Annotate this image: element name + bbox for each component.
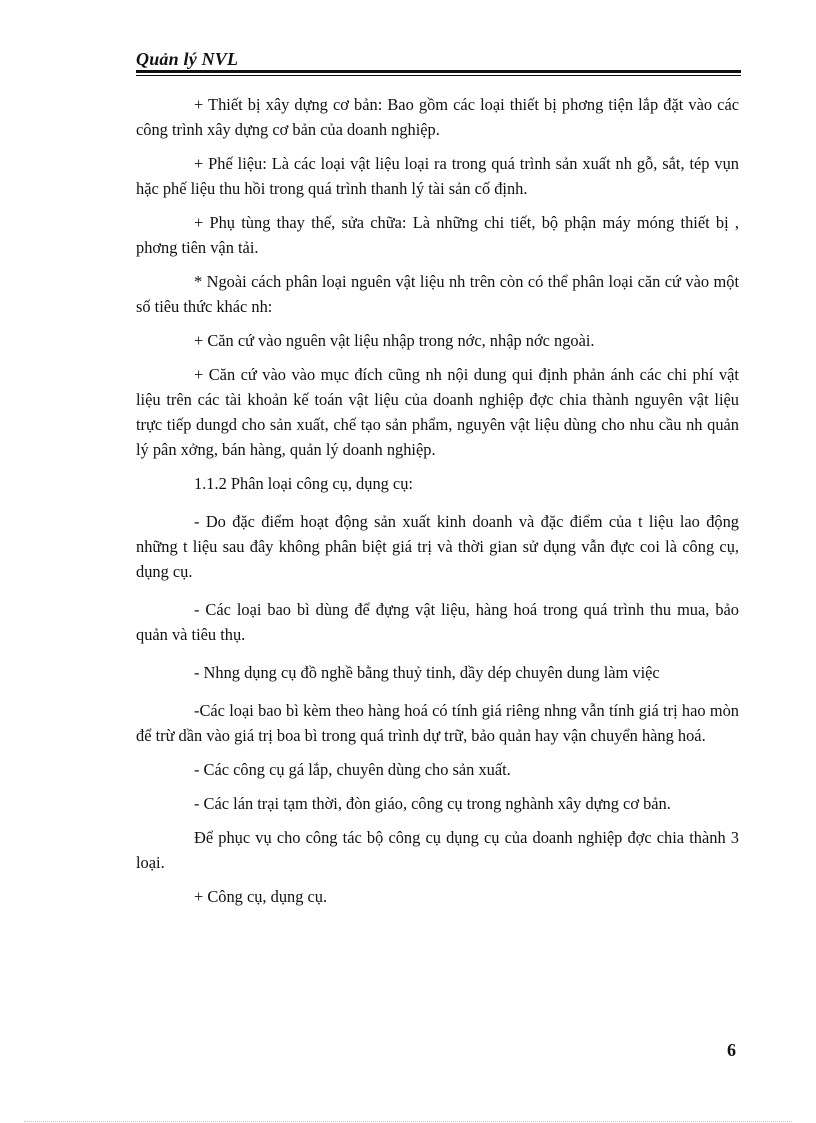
header-rule-thick <box>136 70 741 73</box>
paragraph-tools: + Công cụ, dụng cụ. <box>194 887 328 906</box>
paragraph-accompanying-packaging: -Các loại bao bì kèm theo hàng hoá có tính giá riêng nhng vẫn tính giá trị hao mòn để trừ dần vào giá trị boa bì trong quá trình dự trữ, bảo quản hay vận chuyển hàng hoá. <box>136 701 739 745</box>
paragraph-temporary-sheds: - Các lán trại tạm thời, đòn giáo, công cụ trong nghành xây dựng cơ bản. <box>194 794 671 813</box>
paragraph-packaging: - Các loại bao bì dùng để đựng vật liệu, hàng hoá trong quá trình thu mua, bảo quản và tiêu thụ. <box>136 600 739 644</box>
paragraph-three-types: Để phục vụ cho công tác bộ công cụ dụng cụ của doanh nghiệp đợc chia thành 3 loại. <box>136 828 739 872</box>
page-number: 6 <box>727 1040 736 1060</box>
paragraph-other-criteria: * Ngoài cách phân loại nguên vật liệu nh trên còn có thể phân loại căn cứ vào một số tiêu thức khác nh: <box>136 272 739 316</box>
paragraph-glass-tools: - Nhng dụng cụ đồ nghề bằng thuỷ tinh, dầy dép chuyên dung làm việc <box>194 663 660 682</box>
paragraph-scrap: + Phế liệu: Là các loại vật liệu loại ra trong quá trình sản xuất nh gỗ, sắt, tép vụn hặc phế liệu thu hồi trong quá trình thanh lý tài sản cố định. <box>136 154 739 198</box>
paragraph-origin: + Căn cứ vào nguên vật liệu nhập trong nớc, nhập nớc ngoài. <box>194 331 595 350</box>
paragraph-equipment: + Thiết bị xây dựng cơ bản: Bao gồm các loại thiết bị phơng tiện lắp đặt vào các công trình xây dựng cơ bản của doanh nghiệp. <box>136 95 739 139</box>
section-heading-1-1-2: 1.1.2 Phân loại công cụ, dụng cụ: <box>194 474 413 493</box>
bottom-dotted-border <box>24 1121 792 1122</box>
paragraph-characteristics: - Do đặc điểm hoạt động sản xuất kinh doanh và đặc điểm của t liệu lao động những t liệu sau đây không phân biệt giá trị và thời gian sử dụng vẫn đực coi là công cụ, dụng cụ. <box>136 512 739 581</box>
header-rule-thin <box>136 75 741 76</box>
running-header-title: Quản lý NVL <box>136 49 239 69</box>
body-text <box>136 92 739 918</box>
paragraph-fixtures: - Các công cụ gá lắp, chuyên dùng cho sản xuất. <box>194 760 511 779</box>
paragraph-purpose: + Căn cứ vào vào mục đích cũng nh nội dung qui định phản ánh các chi phí vật liệu trên các tài khoản kế toán vật liệu của doanh nghiệp đợc chia thành nguyên vật liệu trực tiếp dungd cho sản xuất, chế tạo sản phẩm, nguyên vật liệu dùng cho nhu cầu nh quản lý pân xởng, bán hàng, quản lý doanh nghiệp. <box>136 365 739 459</box>
paragraph-spare-parts: + Phụ tùng thay thế, sửa chữa: Là những chi tiết, bộ phận máy móng thiết bị , phơng tiên vận tải. <box>136 213 739 257</box>
